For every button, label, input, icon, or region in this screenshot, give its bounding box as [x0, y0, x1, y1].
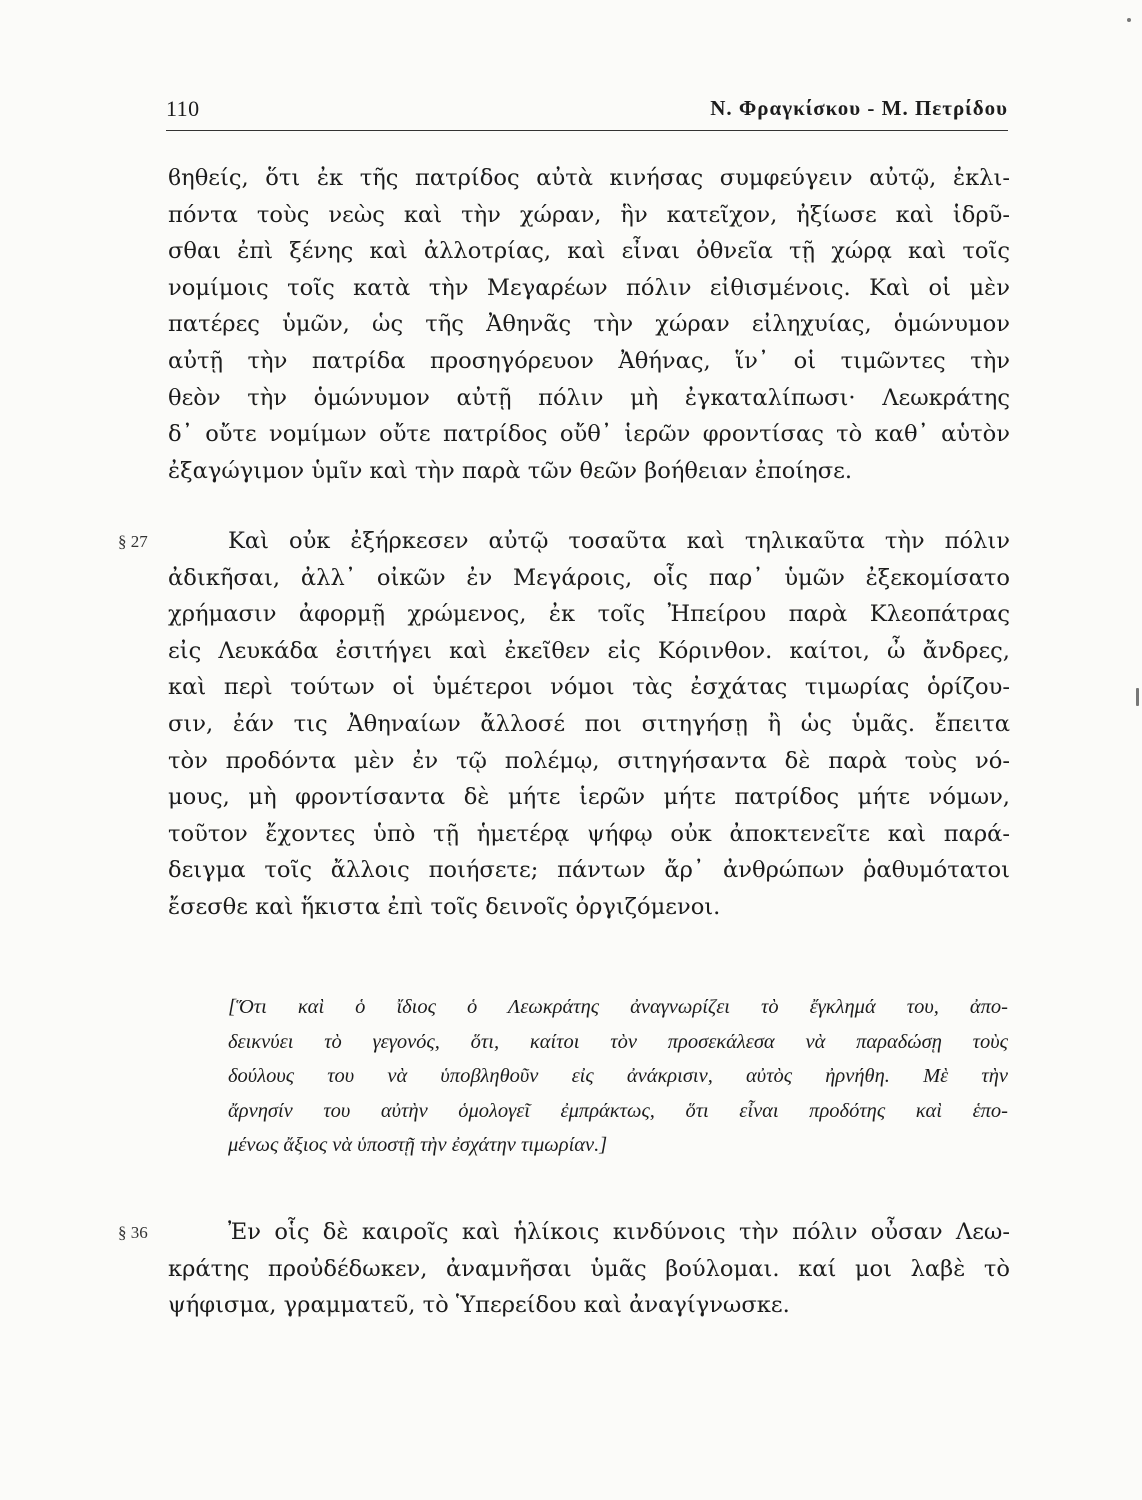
commentary-line: δούλους του νὰ ὑποβληθοῦν εἰς ἀνάκρισιν, αὐτὸς ἠρνήθη. Μὲ τὴν — [228, 1065, 1008, 1087]
text-line: κράτης προὐδέδωκεν, ἀναμνῆσαι ὑμᾶς βούλομαι. καί μοι λαβὲ τὸ — [168, 1255, 1010, 1282]
text-line: ϐηθείς, ὅτι ἐκ τῆς πατρίδος αὐτὰ κινήσας συμφεύγειν αὐτῷ, ἐκλι- — [168, 165, 1010, 191]
text-line: πατέρες ὑμῶν, ὡς τῆς Ἀθηνᾶς τὴν χώραν εἰληχυίας, ὁμώνυμον — [168, 311, 1010, 338]
text-line: αὐτῇ τὴν πατρίδα προσηγόρευον Ἀθήνας, ἵν᾽ οἱ τιμῶντες τὴν — [168, 347, 1010, 374]
page-number: 110 — [166, 96, 200, 121]
text-line: σθαι ἐπὶ ξένης καὶ ἀλλοτρίας, καὶ εἶναι ὀθνεῖα τῇ χώρᾳ καὶ τοῖς — [168, 238, 1010, 265]
text-line: πόντα τοὺς νεὼς καὶ τὴν χώραν, ἣν κατεῖχον, ἠξίωσε καὶ ἱδρῦ- — [168, 201, 1010, 228]
text-line: μους, μὴ φροντίσαντα δὲ μήτε ἱερῶν μήτε πατρίδος μήτε νόμων, — [168, 784, 1010, 811]
text-line: τὸν προδόντα μὲν ἐν τῷ πολέμῳ, σιτηγήσαντα δὲ παρὰ τοὺς νό- — [168, 747, 1010, 774]
commentary-line: [Ὅτι καὶ ὁ ἴδιος ὁ Λεωκράτης ἀναγνωρίζει τὸ ἔγκλημά του, ἀπο- — [228, 996, 1008, 1018]
text-line: καὶ περὶ τούτων οἱ ὑμέτεροι νόμοι τὰς ἐσχάτας τιμωρίας ὁρίζου- — [168, 674, 1010, 701]
page-header — [166, 96, 1008, 131]
text-line: νομίμοις τοῖς κατὰ τὴν Μεγαρέων πόλιν εἰθισμένοις. Καὶ οἱ μὲν — [168, 274, 1010, 301]
text-line: Καὶ οὐκ ἐξήρκεσεν αὐτῷ τοσαῦτα καὶ τηλικαῦτα τὴν πόλιν — [228, 528, 1010, 554]
text-line: τοῦτον ἔχοντες ὑπὸ τῇ ἡμετέρᾳ ψήφῳ οὐκ ἀποκτενεῖτε καὶ παρά- — [168, 820, 1010, 847]
section-marker-27: § 27 — [118, 532, 148, 551]
commentary-line: ἄρνησίν του αὐτὴν ὁμολογεῖ ἐμπράκτως, ὅτι εἶναι προδότης καὶ ἑπο- — [228, 1099, 1008, 1122]
running-head: Ν. Φραγκίσκου - Μ. Πετρίδου — [710, 96, 1008, 120]
commentary-line: μένως ἄξιος νὰ ὑποστῇ τὴν ἐσχάτην τιμωρίαν.] — [228, 1134, 608, 1156]
text-line: ψήφισμα, γραμματεῦ, τὸ Ὑπερείδου καὶ ἀναγίγνωσκε. — [168, 1292, 790, 1319]
section-27-text — [168, 523, 1010, 926]
text-line: ἐξαγώγιμον ὑμῖν καὶ τὴν παρὰ τῶν θεῶν βοήθειαν ἐποίησε. — [168, 457, 853, 484]
text-line: εἰς Λευκάδα ἐσιτήγει καὶ ἐκεῖθεν εἰς Κόρινθον. καίτοι, ὦ ἄνδρες, — [168, 637, 1010, 664]
scan-speck — [1127, 18, 1131, 22]
text-line: θεὸν τὴν ὁμώνυμον αὐτῇ πόλιν μὴ ἐγκαταλίπωσι· Λεωκράτης — [168, 384, 1010, 411]
text-line: Ἐν οἷς δὲ καιροῖς καὶ ἡλίκοις κινδύνοις τὴν πόλιν οὖσαν Λεω- — [228, 1219, 1010, 1245]
text-line: δειγμα τοῖς ἄλλοις ποιήσετε; πάντων ἄρ᾽ ἀνθρώπων ῥαθυμότατοι — [168, 857, 1010, 884]
paragraph-intro — [168, 160, 1010, 489]
commentary-block — [228, 990, 1008, 1163]
text-line: δ᾽ οὔτε νομίμων οὔτε πατρίδος οὔθ᾽ ἱερῶν φροντίσας τὸ καθ᾽ αὑτὸν — [168, 421, 1010, 448]
section-marker-36: § 36 — [118, 1223, 148, 1242]
section-36-text — [168, 1214, 1010, 1324]
commentary-line: δεικνύει τὸ γεγονός, ὅτι, καίτοι τὸν προσεκάλεσα νὰ παραδώσῃ τοὺς — [228, 1030, 1008, 1053]
scan-speck — [1136, 688, 1139, 706]
text-line: σιν, ἐάν τις Ἀθηναίων ἄλλοσέ ποι σιτηγήσῃ ἢ ὡς ὑμᾶς. ἔπειτα — [168, 710, 1010, 737]
text-line: ἀδικῆσαι, ἀλλ᾽ οἰκῶν ἐν Μεγάροις, οἷς παρ᾽ ὑμῶν ἐξεκομίσατο — [168, 564, 1010, 591]
text-line: χρήμασιν ἀφορμῇ χρώμενος, ἐκ τοῖς Ἠπείρου παρὰ Κλεοπάτρας — [168, 601, 1010, 628]
text-line: ἔσεσθε καὶ ἥκιστα ἐπὶ τοῖς δεινοῖς ὀργιζόμενοι. — [168, 893, 721, 920]
